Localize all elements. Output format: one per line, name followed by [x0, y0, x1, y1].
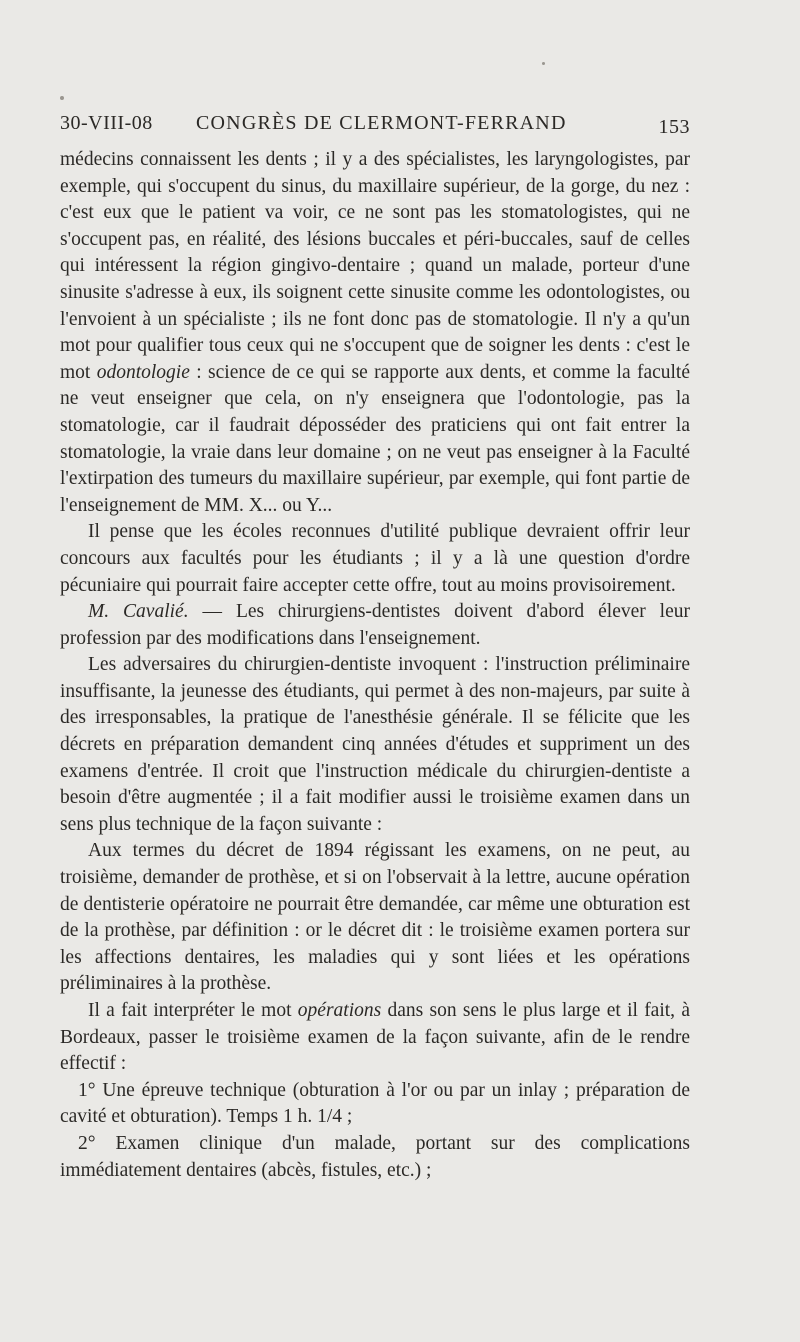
paragraph-5: Aux termes du décret de 1894 régissant les examens, on ne peut, au troisième, demander de prothèse, et si on l'observait à la lettre, aucune opération de dentisterie opératoire ne pourrait être demandée, car même une obturation est de la prothèse, par définition : or le décret dit : le troisième examen portera sur les affections dentaires, les maladies qui y sont liées et les opérations préliminaires à la prothèse.	[60, 840, 690, 995]
running-head-date: 30-VIII-08	[60, 112, 153, 134]
paper-speck	[60, 96, 64, 100]
paragraph-3: M. Cavalié. — Les chirurgiens-dentistes doivent d'abord élever leur profession par des modifications dans l'enseignement.	[60, 601, 690, 649]
running-head	[60, 112, 690, 142]
body-text	[60, 147, 690, 1184]
italic-term: odontologie	[96, 361, 190, 383]
list-item-2: 2° Examen clinique d'un malade, portant sur des complications immédiatement dentaires (abcès, fistules, etc.) ;	[60, 1132, 690, 1181]
list-item-1: 1° Une épreuve technique (obturation à l'or ou par un inlay ; préparation de cavité et obturation). Temps 1 h. 1/4 ;	[60, 1079, 690, 1128]
italic-term: opérations	[297, 1000, 382, 1021]
page-number: 153	[658, 116, 690, 138]
paragraph-4: Les adversaires du chirurgien-dentiste invoquent : l'instruction préliminaire insuffisante, la jeunesse des étudiants, qui permet à des non-majeurs, par suite à des irresponsables, la pratique de l'anesthésie générale. Il se félicite que les décrets en préparation demandent cinq années d'études et suppriment un des examens d'entrée. Il croit que l'instruction médicale du chirurgien-dentiste a besoin d'être augmentée ; il a fait modifier aussi le troisième examen dans un sens plus technique de la façon suivante :	[60, 654, 690, 835]
paragraph-2: Il pense que les écoles reconnues d'utilité publique devraient offrir leur concours aux facultés pour les étudiants ; il y a là une question d'ordre pécuniaire qui pourrait faire accepter cette offre, tout au moins provisoirement.	[60, 521, 690, 596]
speaker-name: M. Cavalié.	[88, 601, 189, 623]
running-head-title: CONGRÈS DE CLERMONT-FERRAND	[196, 112, 567, 134]
paragraph-1: médecins connaissent les dents ; il y a des spécialistes, les laryngologistes, par exemple, qui s'occupent du sinus, du maxillaire supérieur, de la gorge, du nez : c'est eux que le patient va voir, ce ne sont pas les stomatologistes, qui ne s'occupent pas, en réalité, des lésions buccales et péri-buccales, sauf de celles qui intéressent la région gingivo-dentaire ; quand un malade, porteur d'une sinusite s'adresse à eux, ils soignent cette sinusite comme les odontologistes, ou l'envoient à un spécialiste ; ils ne font donc pas de stomatologie. Il n'y a qu'un mot pour qualifier tous ceux qui ne s'occupent que de soigner les dents : c'est le mot odontologie : science de ce qui se rapporte aux dents, et comme la faculté ne veut enseigner que cela, on n'y enseignera que l'odontologie, pas la stomatologie, car il faudrait déposséder des praticiens qui ont fait entrer la stomatologie, la vraie dans leur domaine ; on ne veut pas enseigner à la Faculté l'extirpation des tumeurs du maxillaire supérieur, par exemple, qui font partie de l'enseignement de MM. X... ou Y...	[60, 149, 691, 516]
paragraph-6: Il a fait interpréter le mot opérations dans son sens le plus large et il fait, à Bordeaux, passer le troisième examen de la façon suivante, afin de le rendre effectif :	[60, 1000, 690, 1075]
paper-speck	[542, 62, 545, 65]
